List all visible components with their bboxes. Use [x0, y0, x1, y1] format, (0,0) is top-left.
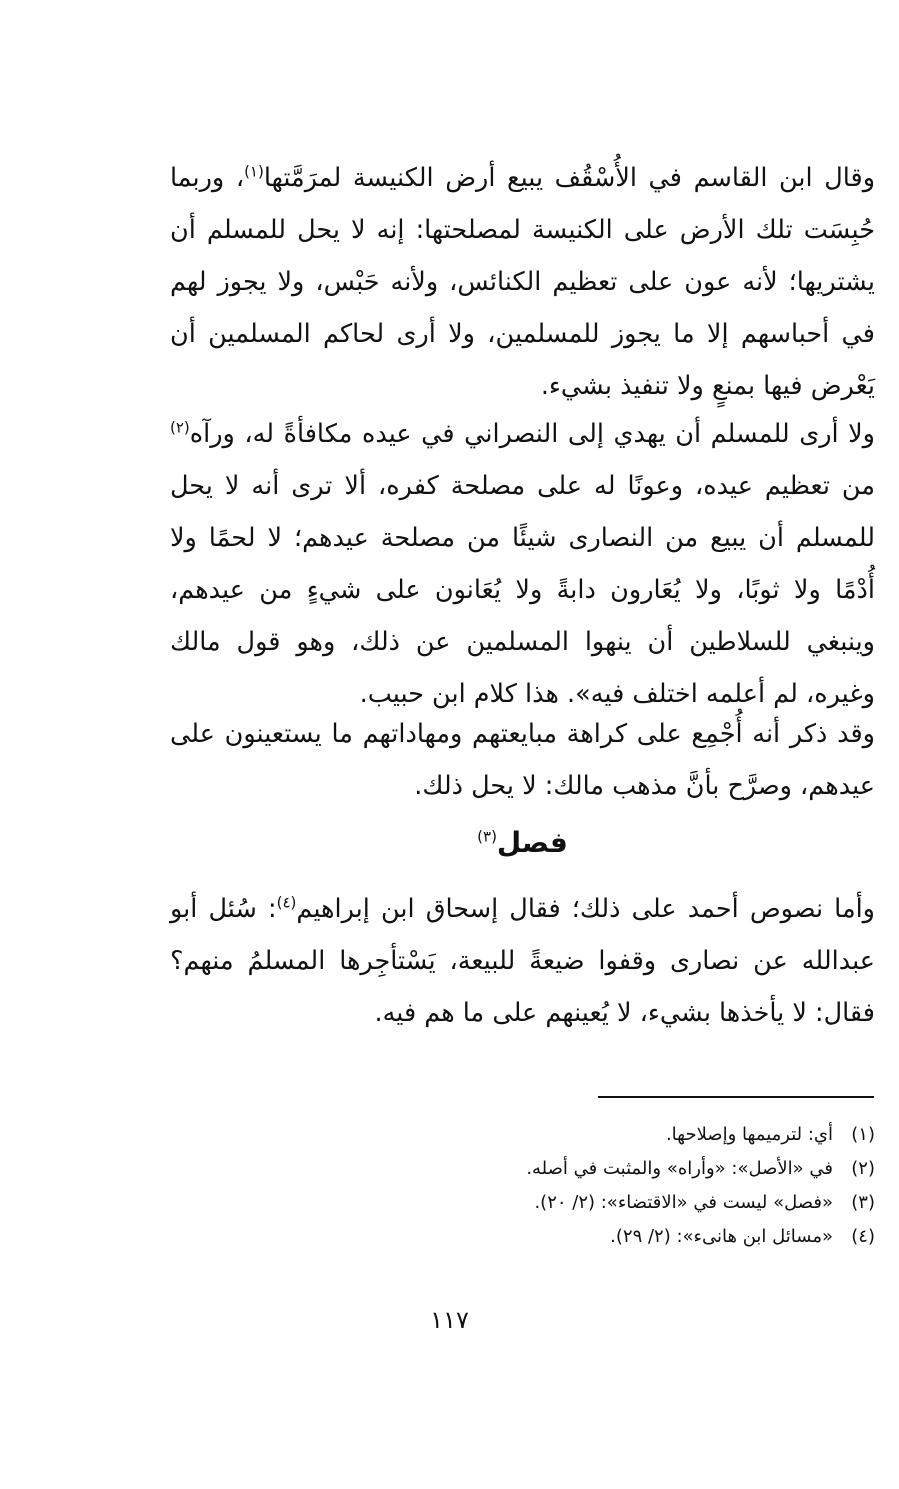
footnote-ref-1: (١) [244, 162, 264, 181]
page-number: ١١٧ [430, 1306, 469, 1334]
footnote-number: (١) [851, 1124, 875, 1145]
paragraph-2-text-end: من تعظيم عيده، وعونًا له على مصلحة كفره، ألا ترى أنه لا يحل للمسلم أن يبيع من النصارى شيئًا من مصلحة عيدهم؛ لا لحمًا ولا أُدْمًا ولا ثوبًا، ولا يُعَارون دابةً ولا يُعَانون على شيءٍ من عيدهم، وينبغي للسلاطين أن ينهوا المسلمين عن ذلك، وهو قول مالك وغيره، لم أعلمه اختلف فيه». هذا كلام ابن حبيب. [170, 471, 875, 709]
footnote-text: في «الأصل»: «وأراه» والمثبت في أصله. [526, 1158, 833, 1179]
paragraph-4-text-start: وأما نصوص أحمد على ذلك؛ فقال إسحاق ابن إبراهيم [296, 894, 876, 924]
footnote-1 [300, 1118, 875, 1152]
paragraph-1-text-start: وقال ابن القاسم في الأُسْقُف يبيع أرض الكنيسة لمرَمَّتها [263, 163, 876, 193]
paragraph-4 [170, 883, 875, 1039]
footnote-number: (٤) [851, 1226, 875, 1247]
footnote-ref-2: (٢) [170, 418, 190, 437]
paragraph-2 [170, 408, 875, 720]
paragraph-4-text-end: : سُئل أبو عبدالله عن نصارى وقفوا ضيعةً للبيعة، يَسْتأجِرها المسلمُ منهم؟ فقال: لا يأخذها بشيء، لا يُعينهم على ما هم فيه. [170, 894, 875, 1028]
section-heading [170, 818, 875, 868]
footnote-ref-3: (٣) [477, 827, 497, 846]
footnote-text: «مسائل ابن هانىء»: (٢/ ٢٩). [610, 1226, 833, 1247]
footnote-text: «فصل» ليست في «الاقتضاء»: (٢/ ٢٠). [534, 1192, 833, 1213]
footnote-2 [300, 1152, 875, 1186]
footnote-number: (٢) [851, 1158, 875, 1179]
paragraph-3-text: وقد ذكر أنه أُجْمِع على كراهة مبايعتهم ومهاداتهم ما يستعينون على عيدهم، وصرَّح بأنَّ مذهب مالك: لا يحل ذلك. [170, 719, 875, 801]
paragraph-1-text-end: ، وربما حُبِسَت تلك الأرض على الكنيسة لمصلحتها: إنه لا يحل للمسلم أن يشتريها؛ لأنه عون على تعظيم الكنائس، ولأنه حَبْس، ولا يجوز لهم في أحباسهم إلا ما يجوز للمسلمين، ولا أرى لحاكم المسلمين أن يَعْرض فيها بمنعٍ ولا تنفيذ بشيء. [170, 163, 875, 401]
footnotes [300, 1118, 875, 1254]
footnote-3 [300, 1186, 875, 1220]
section-heading-text: فصل [496, 826, 568, 859]
footnote-ref-4: (٤) [276, 893, 297, 912]
footnote-text: أي: لترميمها وإصلاحها. [665, 1124, 833, 1145]
footnote-number: (٣) [851, 1192, 875, 1213]
paragraph-3 [170, 708, 875, 812]
paragraph-2-text-start: ولا أرى للمسلم أن يهدي إلى النصراني في عيده مكافأةً له، ورآه [189, 419, 875, 449]
footnote-4 [300, 1220, 875, 1254]
footnote-divider [598, 1096, 874, 1098]
paragraph-1 [170, 152, 875, 412]
